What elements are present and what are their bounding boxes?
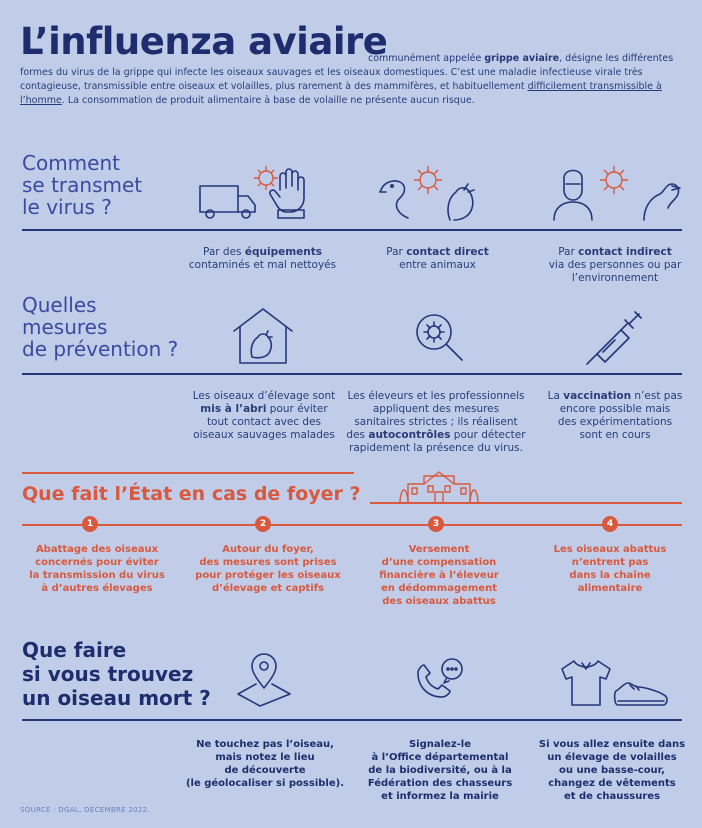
intro-first-line: communément appelée grippe aviaire, désigne les différentes — [368, 53, 674, 64]
prevention-caption-3: La vaccination n’est pas encore possible mais des expérimentations sont en cours — [547, 390, 683, 441]
dead-bird-caption-2: Signalez-le à l’Office départemental de la biodiversité, ou à la Fédération des chasseurs et informez la mairie — [367, 739, 513, 802]
source-note: SOURCE : DGAL, DÉCEMBRE 2022. — [20, 806, 150, 814]
step-1-text: Abattage des oiseaux concernés pour éviter la transmission du virus à d’autres élevages — [29, 544, 165, 594]
divider-prevention — [22, 373, 682, 375]
dead-bird-caption-3: Si vous allez ensuite dans un élevage de volailles ou une basse-cour, changez de vêtements et de chaussures — [538, 739, 686, 802]
step-3-badge: 3 — [428, 516, 444, 532]
prevention-heading: Quelles mesures de prévention ? — [22, 293, 179, 361]
step-3-text: Versement d’une compensation financière à l’éleveur en dédommagement des oiseaux abattus — [379, 544, 499, 607]
transmission-caption-2: Par contact direct entre animaux — [386, 246, 489, 271]
person-and-bird-icon — [550, 160, 685, 225]
dead-bird-caption-1: Ne touchez pas l’oiseau, mais notez le lieu de découverte (le géolocaliser si possible). — [185, 739, 344, 789]
prevention-caption-2: Les éleveurs et les professionnels appliquent des mesures sanitaires strictes ; ils réalisent des autocontrôles pour détecter rapidement la présence du virus. — [346, 390, 526, 454]
syringe-icon — [585, 308, 645, 366]
birds-icon — [378, 160, 488, 225]
transmission-heading: Comment se transmet le virus ? — [22, 151, 143, 219]
step-1-badge: 1 — [82, 516, 98, 532]
intro-link: difficilement transmissible à l’homme — [20, 81, 662, 106]
sheltered-chicken-icon — [230, 305, 296, 367]
truck-and-glove-icon — [196, 160, 331, 225]
foyer-steps-line — [22, 524, 682, 526]
dead-bird-heading: Que faire si vous trouvez un oiseau mort ? — [22, 638, 211, 710]
transmission-caption-1: Par des équipements contaminés et mal nettoyés — [188, 246, 337, 271]
magnifier-virus-icon — [412, 310, 468, 366]
step-2-text: Autour du foyer, des mesures sont prises pour protéger les oiseaux d’élevage et captifs — [195, 544, 341, 594]
divider-transmission — [22, 229, 682, 231]
page-title: L’influenza aviaire — [20, 20, 388, 63]
map-pin-icon — [234, 652, 294, 708]
divider-dead-bird — [22, 719, 682, 721]
transmission-caption-3: Par contact indirect via des personnes ou par l’environnement — [548, 246, 682, 284]
phone-call-icon — [412, 655, 468, 707]
step-4-text: Les oiseaux abattus n’entrent pas dans la chaîne alimentaire — [553, 544, 667, 594]
prevention-caption-1: Les oiseaux d’élevage sont mis à l’abri pour éviter tout contact avec des oiseaux sauvages malades — [192, 390, 336, 441]
step-2-badge: 2 — [255, 516, 271, 532]
intro-text: formes du virus de la grippe qui infecte les oiseaux sauvages et les oiseaux domestiques. C’est une maladie infectieuse virale très contagieuse, transmissible entre oiseaux et volailles, plus rarement à des mammifères, et habituellement difficilement transmissible à l’homme. La consommation de produit alimentaire à base de volaille ne présente aucun risque. — [20, 67, 662, 106]
shirt-and-shoe-icon — [560, 655, 680, 710]
government-building-icon — [398, 470, 480, 504]
step-4-badge: 4 — [602, 516, 618, 532]
foyer-top-line — [22, 472, 354, 474]
foyer-heading: Que fait l’État en cas de foyer ? — [22, 483, 361, 505]
